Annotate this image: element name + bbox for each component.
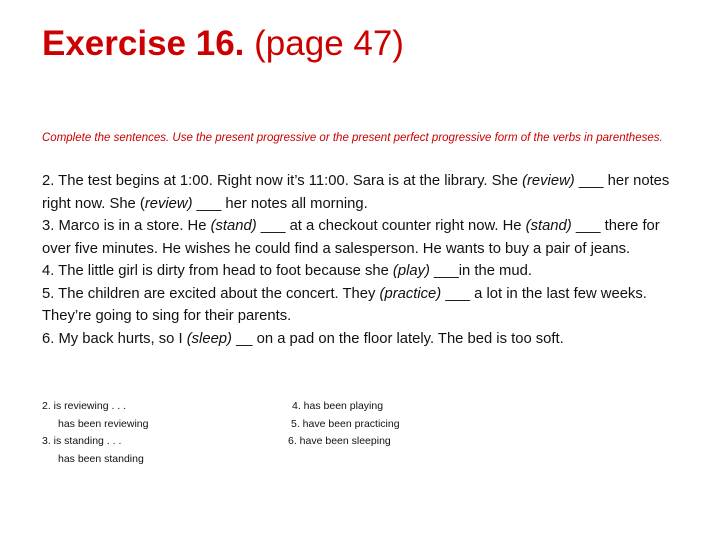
answer-item: has been standing — [58, 452, 144, 465]
answer-key-left — [42, 398, 148, 468]
answer-key-right — [288, 398, 400, 451]
exercise-title — [42, 22, 404, 66]
sentence-text: 2. The test begins at 1:00. Right now it’s 11:00. Sara is at the library. She — [42, 173, 523, 189]
answer-item: 2. is reviewing . . . — [42, 400, 127, 412]
exercise-sentences — [42, 170, 672, 350]
answer-item: 6. have been sleeping — [288, 435, 391, 447]
verb-hint: (sleep) — [186, 330, 232, 347]
verb-hint: (review) — [522, 173, 575, 189]
sentence-text: 3. Marco is in a store. He — [42, 218, 211, 234]
sentence-4 — [42, 260, 672, 283]
sentence-text: ___ her notes all morning. — [192, 195, 368, 212]
verb-hint: (stand) — [525, 218, 572, 234]
sentence-text: ___ there for over five minutes. He wishes he could find a salesperson. He wants to buy a pair of jeans. — [42, 218, 660, 257]
exercise-title-page: (page 47) — [254, 24, 404, 63]
sentence-text: ___ her notes right now. She ( — [42, 173, 670, 212]
sentence-text: 6. My back hurts, so I — [42, 330, 187, 347]
sentence-text: ___ at a checkout counter right now. He — [256, 218, 526, 234]
verb-hint: (play) — [392, 263, 430, 279]
sentence-3 — [42, 215, 672, 260]
answer-item: 4. has been playing — [292, 400, 384, 412]
answer-item: has been reviewing — [58, 417, 149, 430]
sentence-2 — [42, 170, 672, 215]
sentence-text: 4. The little girl is dirty from head to foot because she — [42, 263, 393, 279]
instructions: Complete the sentences. Use the present progressive or the present perfect progressive form of the verbs in parentheses. — [42, 132, 663, 144]
sentence-text: 5. The children are excited about the concert. They — [42, 285, 380, 302]
verb-hint: review) — [144, 195, 193, 212]
sentence-text: ___ a lot in the last few weeks. They’re going to sing for their parents. — [42, 285, 647, 324]
sentence-text: ___in the mud. — [429, 263, 532, 279]
answer-item: 5. have been practicing — [291, 417, 400, 430]
sentence-text: __ on a pad on the floor lately. The bed is too soft. — [231, 330, 564, 347]
answer-item: 3. is standing . . . — [42, 435, 122, 447]
sentence-5 — [42, 283, 672, 328]
exercise-title-main: Exercise 16. — [42, 24, 245, 63]
sentence-6 — [42, 328, 672, 351]
verb-hint: (practice) — [379, 285, 442, 302]
verb-hint: (stand) — [210, 218, 257, 234]
